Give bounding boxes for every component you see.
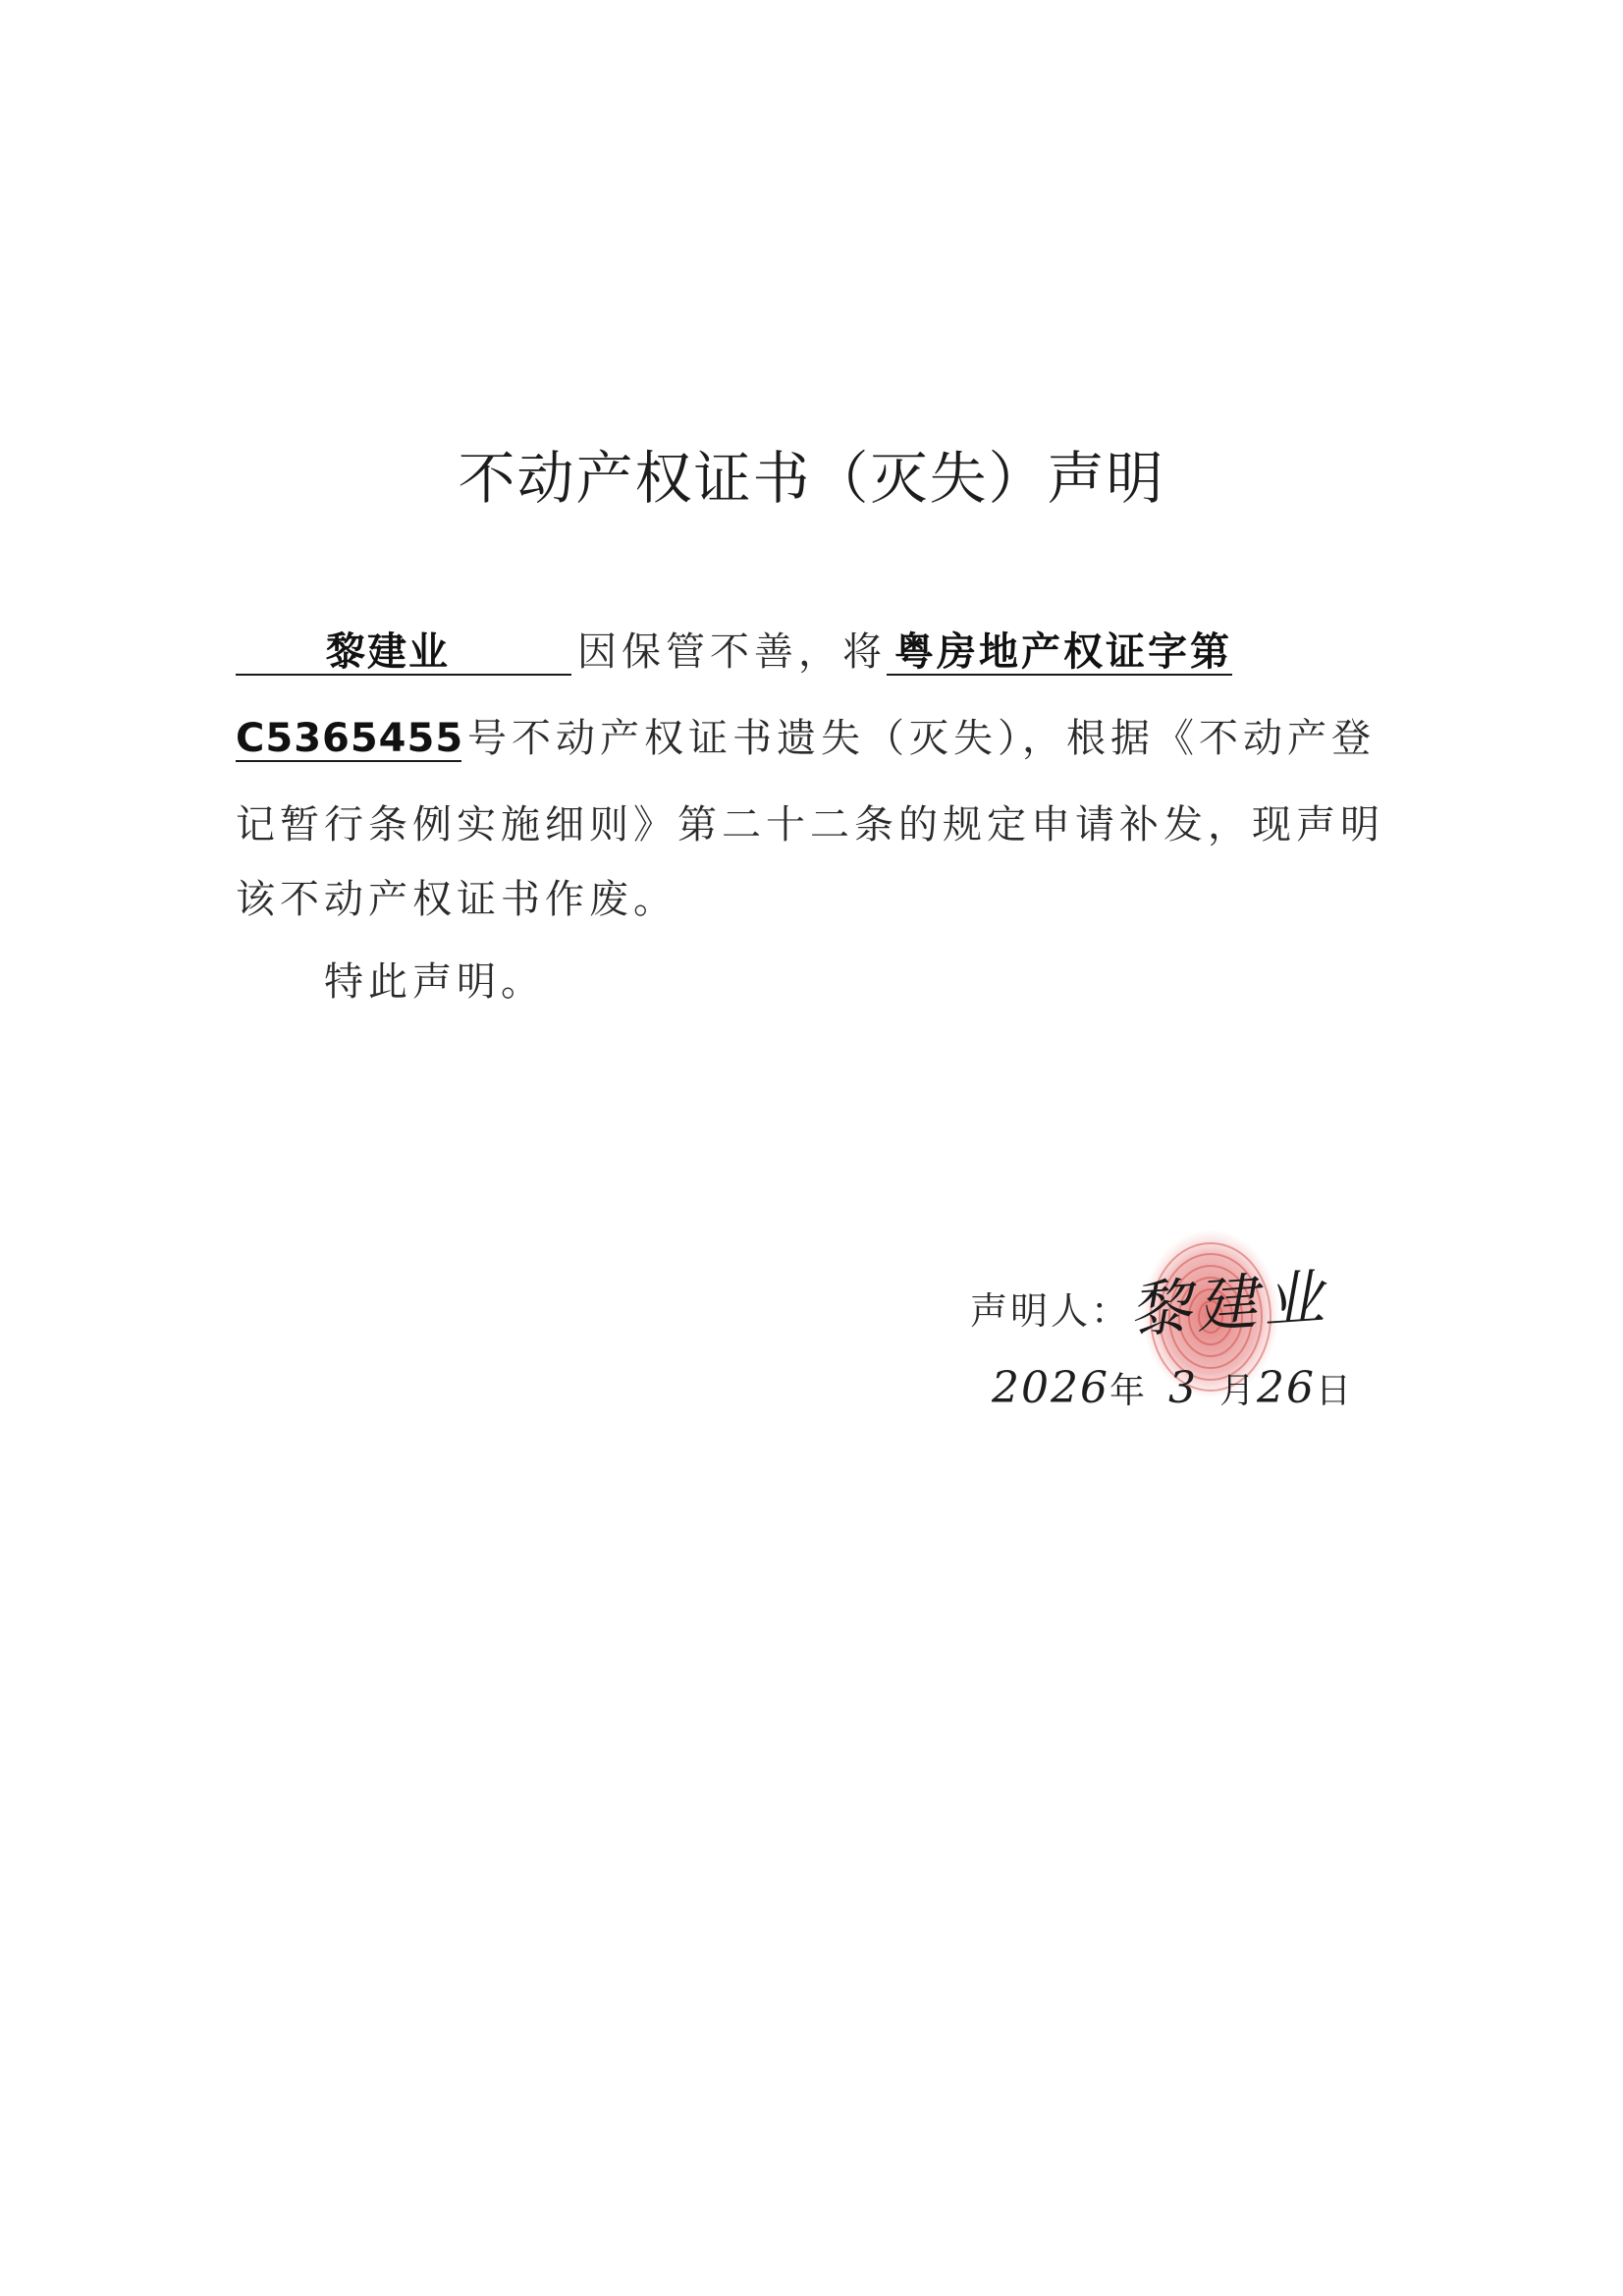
document-title: 不动产权证书（灭失）声明	[458, 445, 1165, 512]
statement-line-2	[236, 707, 1375, 763]
date-year-unit: 年	[1109, 1371, 1147, 1411]
declarant-name-field: 黎建业	[236, 630, 571, 676]
closing-line	[236, 951, 1375, 1007]
statement-line-3: 记暂行条例实施细则》第二十二条的规定申请补发，现声明	[236, 802, 1384, 847]
declarant-label: 声明人：	[970, 1289, 1132, 1333]
date-month: 3	[1168, 1363, 1198, 1413]
certificate-number-field: C5365455	[236, 716, 464, 761]
statement-text-1: 因保管不善，将	[577, 629, 887, 675]
certificate-prefix-field: 粤房地产权证字第	[887, 630, 1232, 676]
statement-line-1	[236, 621, 1375, 677]
statement-text-2: 号不动产权证书遗失（灭失），根据《不动产登	[467, 716, 1376, 761]
handwritten-signature: 黎建业	[1127, 1260, 1332, 1347]
date-month-unit: 月	[1219, 1371, 1258, 1411]
date-day: 26	[1257, 1363, 1317, 1413]
closing-text: 特此声明。	[324, 959, 545, 1005]
date-day-unit: 日	[1316, 1371, 1354, 1411]
signing-date	[992, 1363, 1353, 1413]
statement-line-4: 该不动产权证书作废。	[236, 877, 677, 922]
date-year: 2026	[992, 1363, 1109, 1413]
